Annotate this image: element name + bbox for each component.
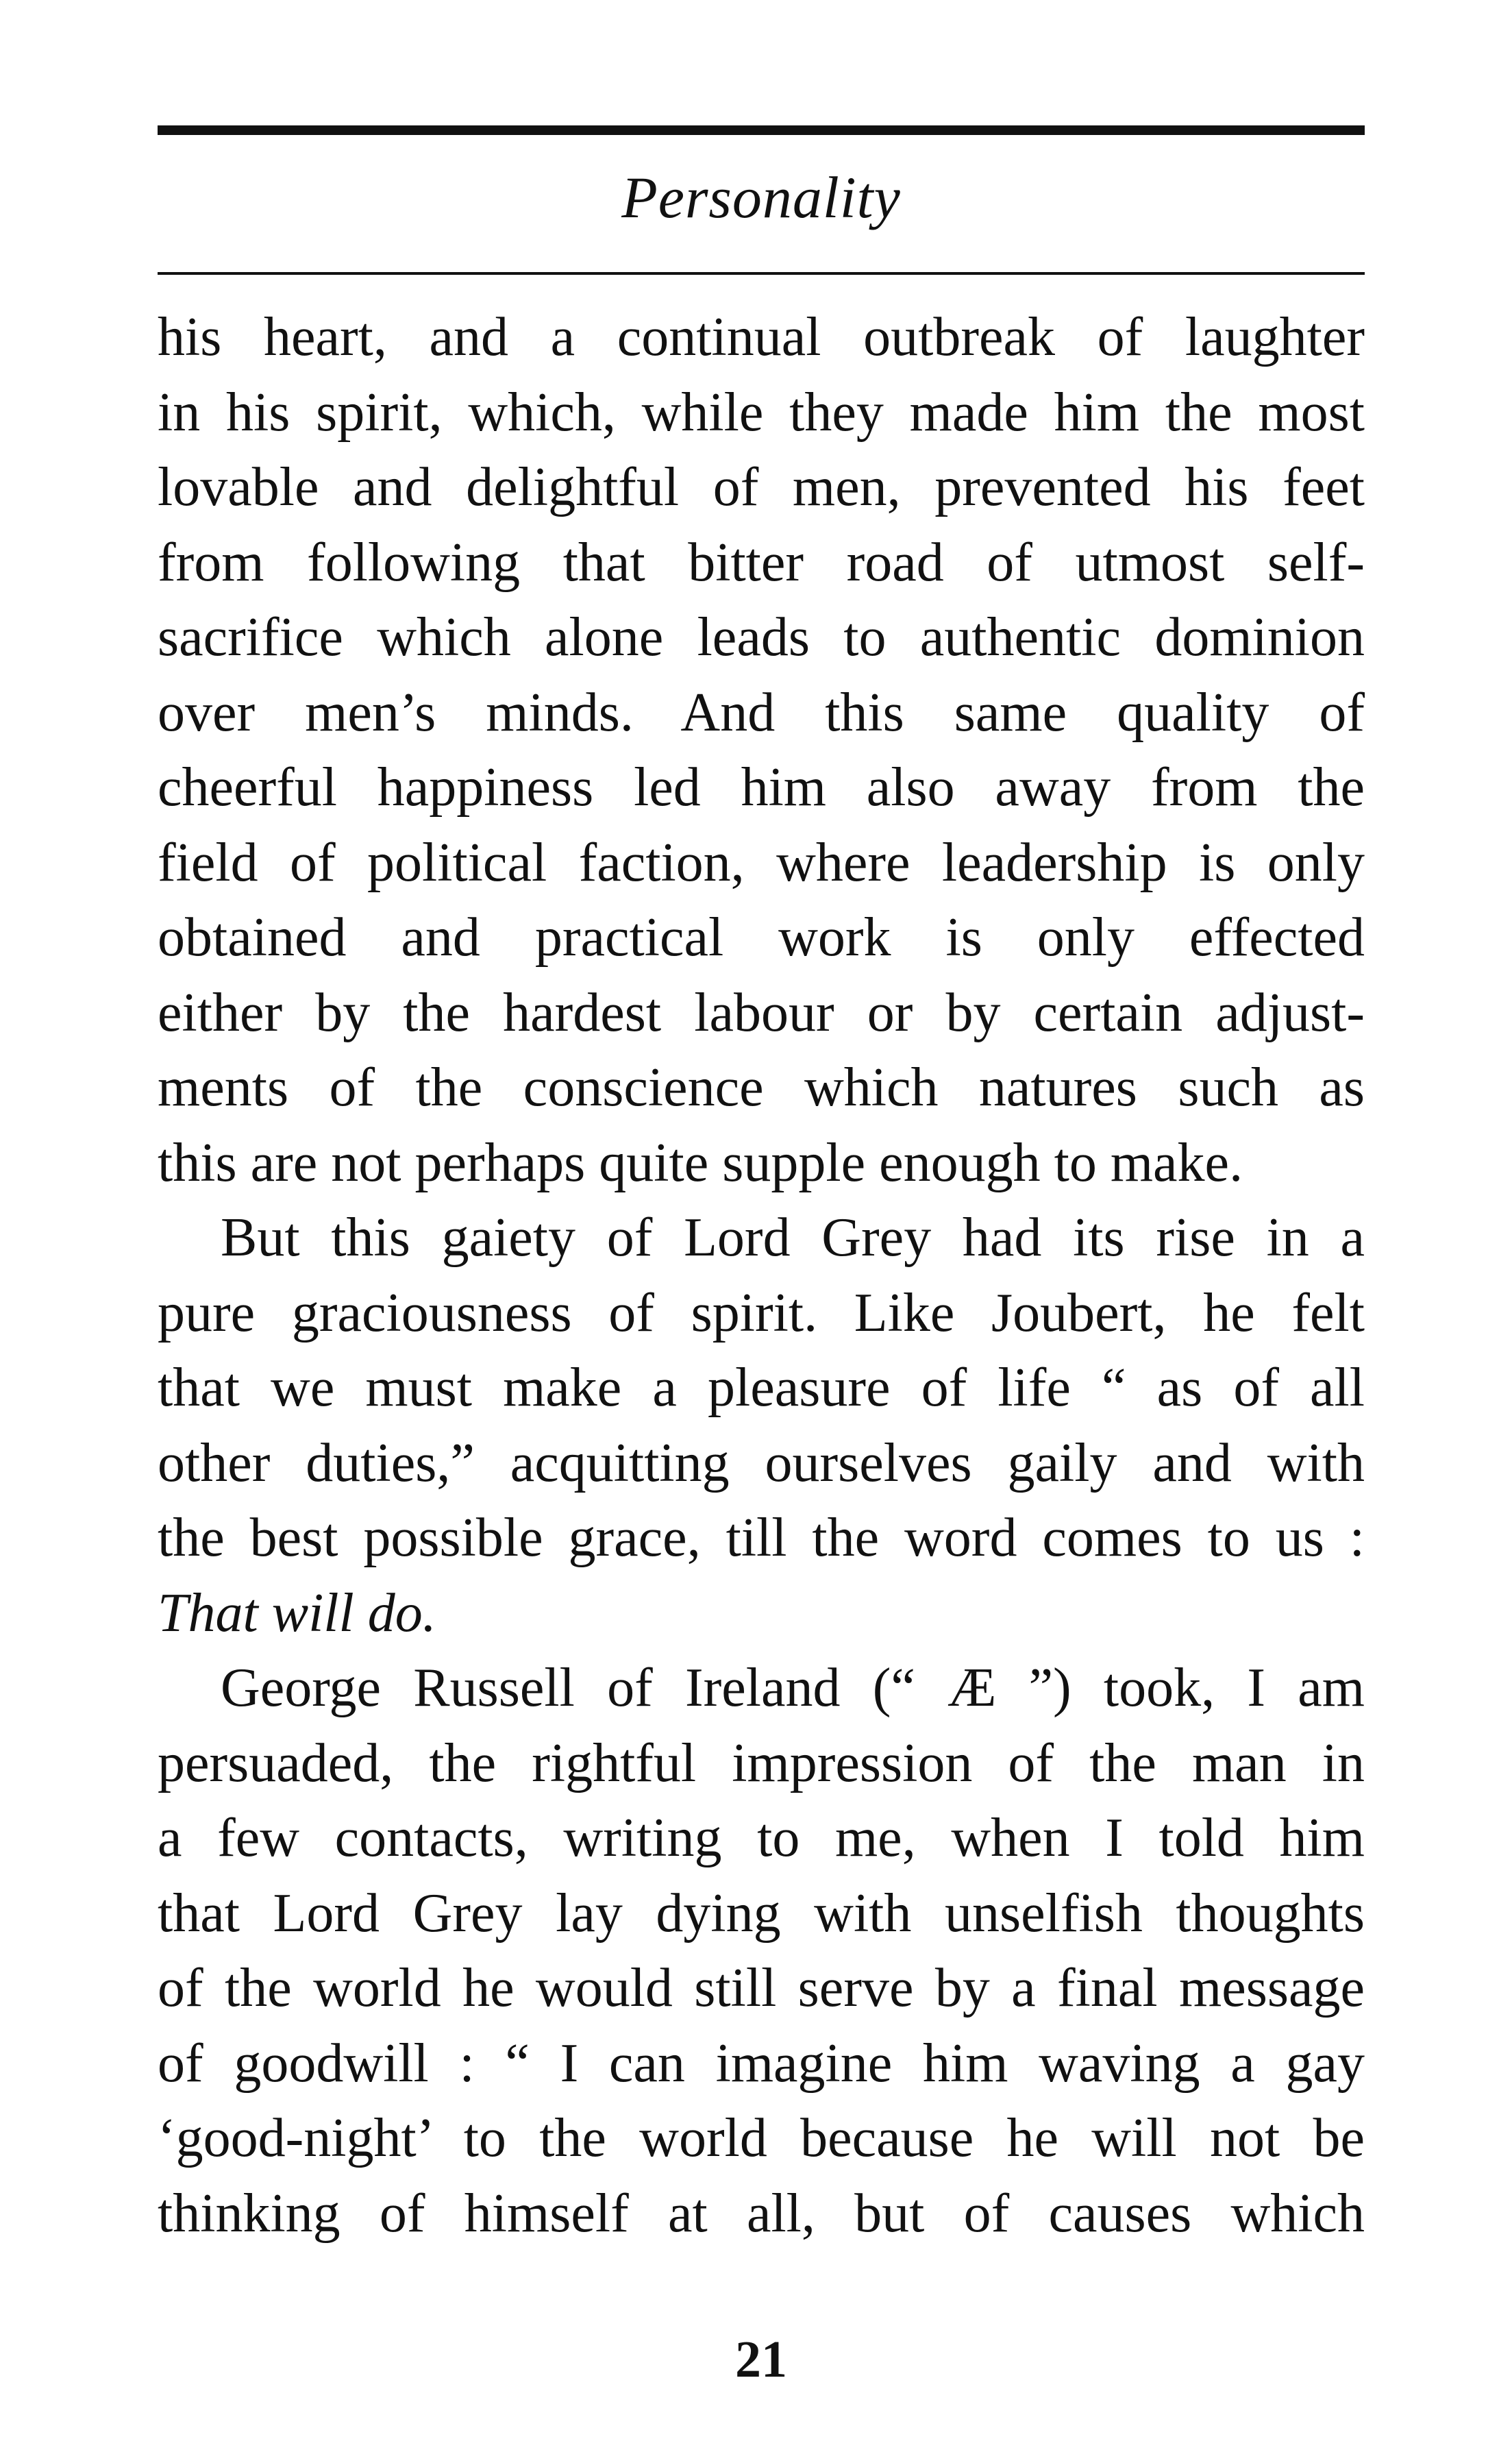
text-line: this are not perhaps quite supple enough to make. [158, 1132, 1243, 1193]
text-line: ments of the conscience which natures such as [158, 1057, 1365, 1118]
text-line: obtained and practical work is only effected [158, 907, 1365, 968]
text-line: lovable and delightful of men, prevented his feet [158, 457, 1365, 517]
text-line: pure graciousness of spirit. Like Joubert, he felt [158, 1282, 1365, 1343]
text-line: of goodwill : “ I can imagine him waving a gay [158, 2033, 1365, 2094]
text-line: a few contacts, writing to me, when I told him [158, 1808, 1365, 1868]
header-rule-bottom [158, 272, 1365, 275]
text-line: the best possible grace, till the word comes to us : [158, 1508, 1365, 1568]
text-line: that Lord Grey lay dying with unselfish thoughts [158, 1883, 1365, 1944]
page-number: 21 [735, 2331, 787, 2388]
text-line: ‘good-night’ to the world because he will not be [158, 2108, 1365, 2168]
text-line: cheerful happiness led him also away from the [158, 757, 1365, 818]
text-line: that we must make a pleasure of life “ as of all [158, 1358, 1365, 1418]
text-line: thinking of himself at all, but of causes which [158, 2183, 1365, 2244]
text-line: of the world he would still serve by a final message [158, 1958, 1365, 2018]
text-line: sacrifice which alone leads to authentic dominion [158, 607, 1365, 667]
text-line: That will do. [158, 1582, 436, 1643]
text-line: in his spirit, which, while they made him the most [158, 382, 1365, 443]
text-line: persuaded, the rightful impression of the man in [158, 1732, 1365, 1793]
text-line: field of political faction, where leadership is only [158, 832, 1365, 893]
text-line: over men’s minds. And this same quality of [158, 682, 1365, 743]
text-line: from following that bitter road of utmost self- [158, 532, 1365, 593]
text-line: George Russell of Ireland (“ Æ ”) took, I am [221, 1658, 1365, 1718]
body-text [158, 300, 1365, 2251]
text-line: But this gaiety of Lord Grey had its rise in a [221, 1208, 1365, 1268]
header-rule-top [158, 125, 1365, 135]
text-line: either by the hardest labour or by certain adjust- [158, 982, 1365, 1043]
running-head: Personality [621, 164, 901, 230]
text-line: other duties,” acquitting ourselves gaily and with [158, 1432, 1365, 1493]
text-line: his heart, and a continual outbreak of laughter [158, 307, 1365, 367]
